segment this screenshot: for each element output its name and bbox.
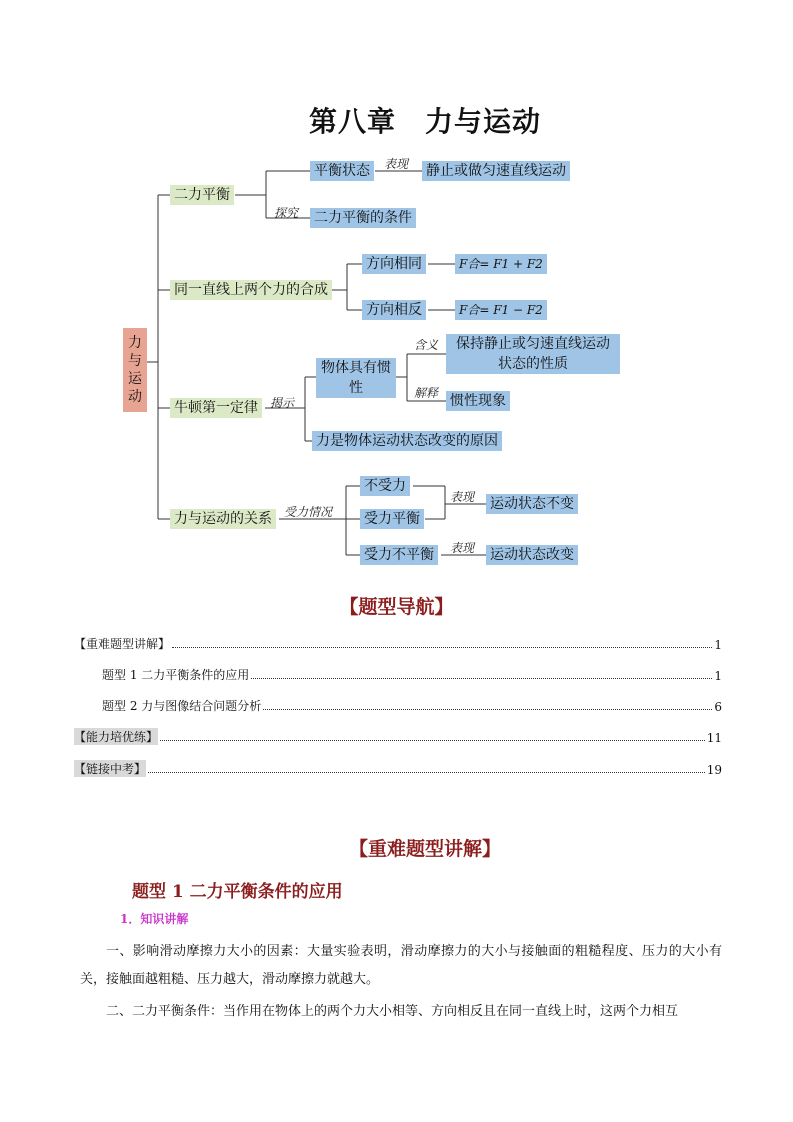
chapter-title: 第八章 力与运动 — [308, 105, 541, 138]
node-balance-state-show: 静止或做匀速直线运动 — [422, 161, 570, 181]
toc-item[interactable] — [102, 666, 722, 683]
node-inertia-phenomenon: 惯性现象 — [446, 391, 510, 411]
nav-title: 【题型导航】 — [339, 596, 454, 618]
node-force-cause: 力是物体运动状态改变的原因 — [312, 431, 502, 451]
label-show-2: 表现 — [450, 490, 475, 504]
toc-item[interactable] — [74, 635, 722, 652]
knowledge-title: 1．知识讲解 — [120, 912, 189, 926]
label-force-condition: 受力情况 — [284, 505, 333, 519]
node-balance-conditions: 二力平衡的条件 — [310, 208, 416, 228]
toc-item[interactable] — [74, 728, 722, 745]
node-unbalanced-force: 受力不平衡 — [360, 545, 438, 565]
node-balanced-force: 受力平衡 — [360, 509, 424, 529]
branch-two-force-balance: 二力平衡 — [170, 185, 234, 205]
topic-title: 题型 1 二力平衡条件的应用 — [132, 882, 343, 902]
formula-opposite: F合= F1 − F2 — [455, 300, 547, 320]
toc-item-text: 题型 2 力与图像结合问题分析 — [102, 699, 262, 713]
label-meaning: 含义 — [414, 338, 439, 352]
toc-item[interactable] — [102, 697, 722, 714]
formula-same: F合= F1 + F2 — [455, 254, 547, 274]
label-reveal: 揭示 — [270, 396, 295, 410]
paragraph-balance: 二、二力平衡条件：当作用在物体上的两个力大小相等、方向相反且在同一直线上时，这两个力相互 — [106, 1004, 679, 1019]
branch-newton-first-law: 牛顿第一定律 — [170, 398, 262, 418]
toc-item[interactable] — [74, 760, 722, 777]
node-balance-state: 平衡状态 — [310, 161, 374, 181]
toc-leader — [172, 647, 712, 648]
mindmap-root: 力与运动 — [123, 328, 147, 412]
label-show: 表现 — [384, 157, 409, 171]
node-same-direction: 方向相同 — [362, 254, 426, 274]
toc-leader — [251, 678, 712, 679]
toc-page: 11 — [706, 731, 722, 745]
node-inertia: 物体具有惯性 — [316, 358, 396, 398]
label-explore: 探究 — [274, 206, 299, 220]
toc-page: 1 — [714, 638, 722, 652]
node-no-force: 不受力 — [360, 476, 410, 496]
toc-item-text: 题型 1 二力平衡条件的应用 — [102, 668, 250, 682]
paragraph-friction: 一、影响滑动摩擦力大小的因素：大量实验表明，滑动摩擦力的大小与接触面的粗糙程度、压力的大小有关，接触面越粗糙、压力越大，滑动摩擦力就越大。 — [80, 944, 722, 987]
toc-page: 19 — [706, 763, 722, 777]
toc-item-text: 【链接中考】 — [74, 762, 147, 776]
toc-leader — [263, 709, 712, 710]
toc-page: 1 — [714, 669, 722, 683]
node-opposite-direction: 方向相反 — [362, 300, 426, 320]
branch-force-motion: 力与运动的关系 — [170, 509, 276, 529]
label-explain: 解释 — [414, 386, 439, 400]
toc-item-text: 【能力培优练】 — [74, 730, 159, 744]
node-motion-changed: 运动状态改变 — [486, 545, 578, 565]
node-motion-unchanged: 运动状态不变 — [486, 494, 578, 514]
toc-leader — [160, 740, 705, 741]
label-show-3: 表现 — [450, 541, 475, 555]
branch-force-composition: 同一直线上两个力的合成 — [170, 280, 332, 300]
node-inertia-meaning: 保持静止或匀速直线运动状态的性质 — [446, 334, 620, 374]
section-title: 【重难题型讲解】 — [348, 838, 501, 860]
toc-page: 6 — [714, 700, 722, 714]
toc-item-text: 【重难题型讲解】 — [74, 637, 171, 651]
toc-leader — [148, 772, 705, 773]
